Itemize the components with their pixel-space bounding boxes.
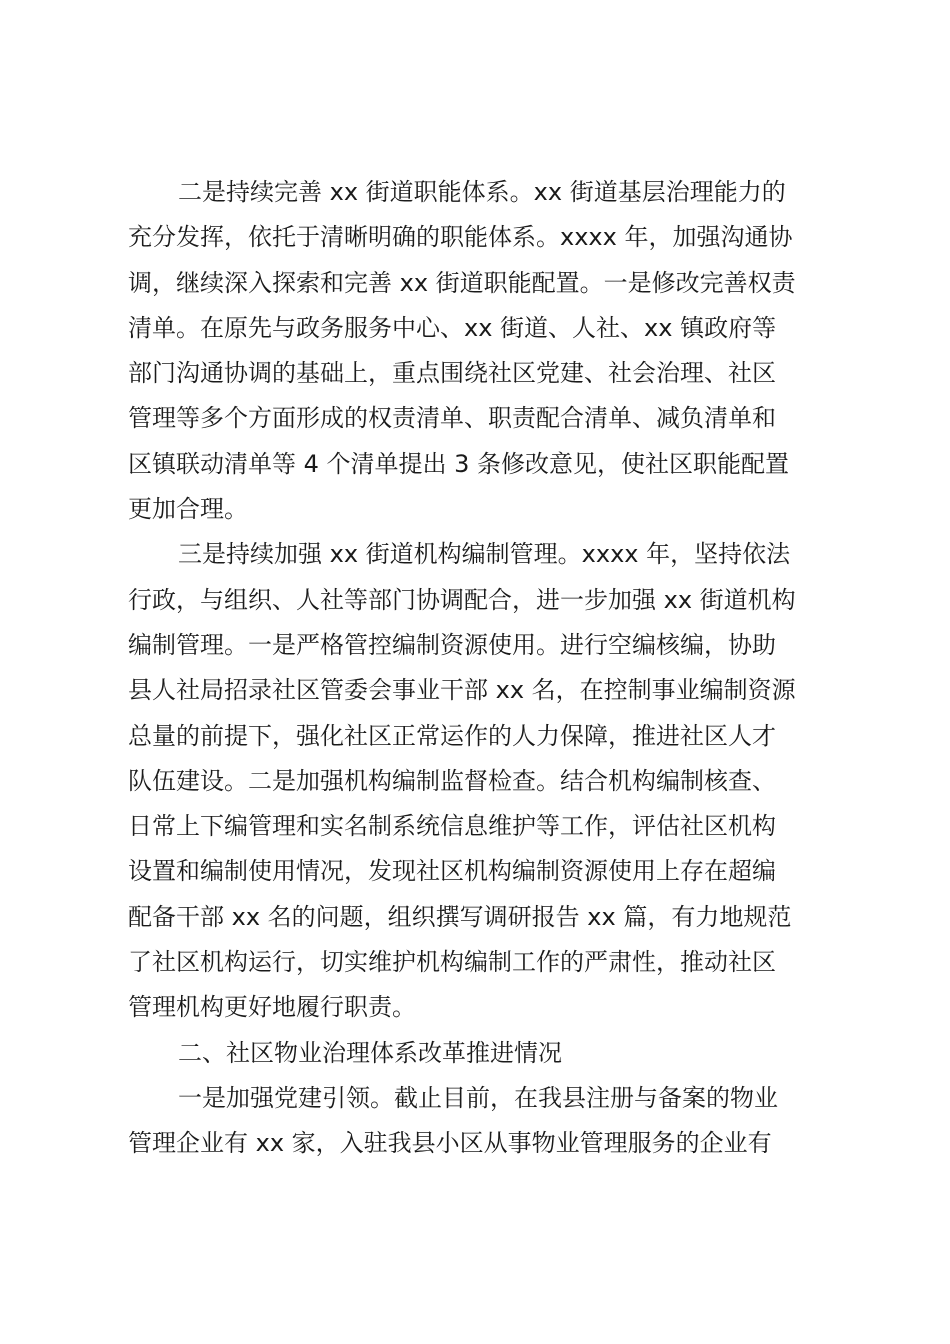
text-line: 充分发挥，依托于清晰明确的职能体系。xxxx 年，加强沟通协 — [128, 223, 793, 252]
text-line: 了社区机构运行，切实维护机构编制工作的严肃性，推动社区 — [128, 948, 776, 977]
text-line: 三是持续加强 xx 街道机构编制管理。xxxx 年，坚持依法 — [178, 540, 791, 569]
paragraph-party-building — [128, 1076, 833, 1167]
heading-line: 二、社区物业治理体系改革推进情况 — [178, 1038, 562, 1067]
paragraph-staffing-management — [128, 532, 833, 1030]
document-body — [128, 170, 833, 1167]
text-line: 清单。在原先与政务服务中心、xx 街道、人社、xx 镇政府等 — [128, 313, 777, 342]
text-line: 队伍建设。二是加强机构编制监督检查。结合机构编制核查、 — [128, 766, 776, 795]
section-heading — [128, 1031, 833, 1076]
text-line: 管理等多个方面形成的权责清单、职责配合清单、减负清单和 — [128, 404, 776, 433]
text-line: 一是加强党建引领。截止目前，在我县注册与备案的物业 — [178, 1083, 778, 1112]
text-line: 设置和编制使用情况，发现社区机构编制资源使用上存在超编 — [128, 857, 776, 886]
text-line: 编制管理。一是严格管控编制资源使用。进行空编核编，协助 — [128, 630, 776, 659]
text-line: 总量的前提下，强化社区正常运作的人力保障，推进社区人才 — [128, 721, 776, 750]
text-line: 行政，与组织、人社等部门协调配合，进一步加强 xx 街道机构 — [128, 585, 796, 614]
text-line: 管理企业有 xx 家，入驻我县小区从事物业管理服务的企业有 — [128, 1129, 772, 1158]
text-line: 更加合理。 — [128, 495, 248, 524]
text-line: 调，继续深入探索和完善 xx 街道职能配置。一是修改完善权责 — [128, 268, 796, 297]
text-line: 区镇联动清单等 4 个清单提出 3 条修改意见，使社区职能配置 — [128, 449, 790, 478]
paragraph-street-functions — [128, 170, 833, 532]
text-line: 配备干部 xx 名的问题，组织撰写调研报告 xx 篇，有力地规范 — [128, 902, 792, 931]
text-line: 县人社局招录社区管委会事业干部 xx 名，在控制事业编制资源 — [128, 676, 796, 705]
text-line: 日常上下编管理和实名制系统信息维护等工作，评估社区机构 — [128, 812, 776, 841]
text-line: 二是持续完善 xx 街道职能体系。xx 街道基层治理能力的 — [178, 178, 786, 206]
text-line: 部门沟通协调的基础上，重点围绕社区党建、社会治理、社区 — [128, 359, 776, 388]
text-line: 管理机构更好地履行职责。 — [128, 993, 416, 1022]
